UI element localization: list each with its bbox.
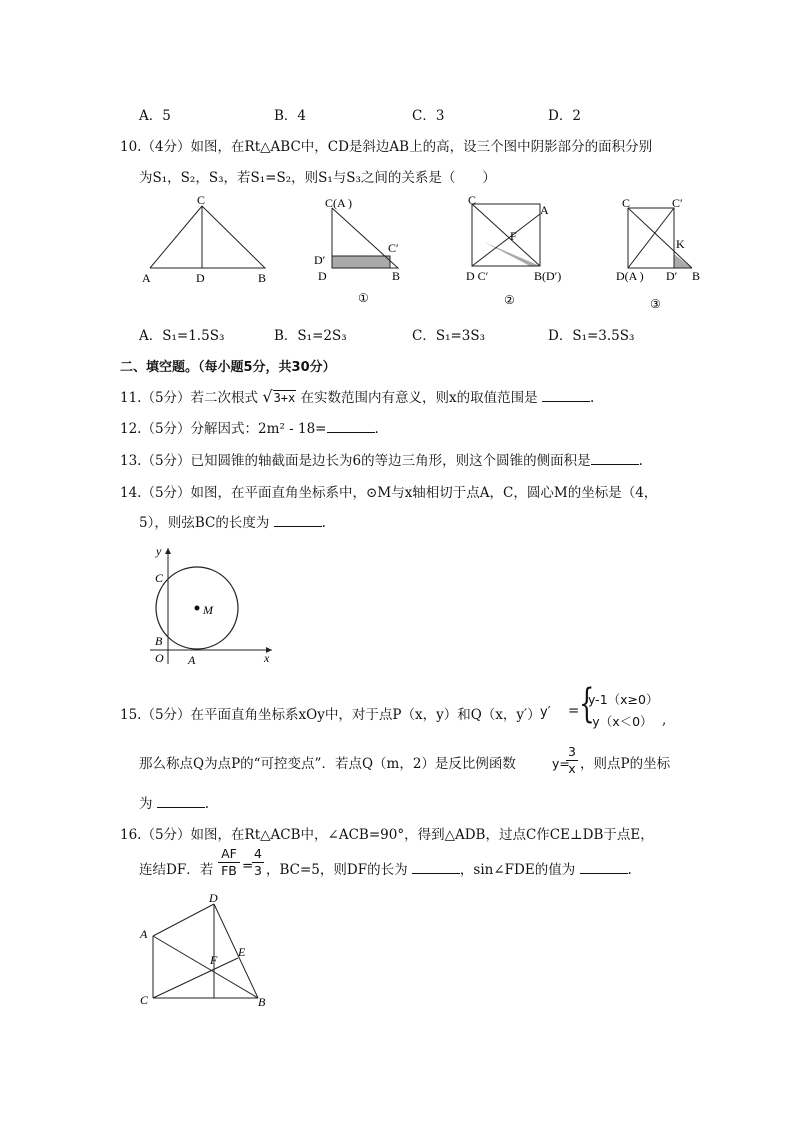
- q14-line1: 14.（5分）如图，在平面直角坐标系中，⊙M与x轴相切于点A，C，圆心M的坐标是（4，: [120, 485, 658, 501]
- q12-end: .: [374, 421, 379, 437]
- q13: [120, 449, 643, 469]
- q11-end: .: [589, 390, 595, 406]
- q16-val-num: 4: [252, 846, 264, 863]
- q9-option-b: B．4: [274, 108, 307, 124]
- svg-text:F: F: [210, 953, 218, 967]
- q14-answer-blank[interactable]: [274, 514, 322, 527]
- svg-text:B: B: [155, 634, 163, 648]
- q10-figure-2: [466, 193, 561, 307]
- svg-text:C(A ): C(A ): [325, 196, 352, 210]
- q11-radicand: 3+x: [273, 391, 296, 405]
- q16-val-den: 3: [254, 863, 262, 878]
- q16-answer-blank-1[interactable]: [412, 861, 460, 874]
- svg-text:A: A: [540, 203, 549, 217]
- svg-text:B: B: [692, 269, 701, 283]
- q10-option-c: C．S₁=3S₃: [412, 328, 486, 344]
- q12: [120, 417, 379, 437]
- svg-text:B: B: [258, 995, 266, 1009]
- section-title: 二、填空题。（每小题5分，共30分）: [120, 360, 336, 375]
- svg-text:C: C: [468, 193, 477, 207]
- q10-figure-3: [616, 196, 700, 311]
- q13-end: .: [638, 453, 643, 469]
- q16-frac: [218, 846, 240, 879]
- q15-func-den: x: [568, 761, 576, 776]
- svg-text:①: ①: [358, 291, 369, 305]
- q16-frac-num: AF: [218, 846, 240, 863]
- q15-yprime: y′: [540, 705, 551, 720]
- q15-case2: -y（x＜0）: [588, 714, 653, 729]
- svg-text:C: C: [197, 193, 206, 207]
- q15-comma: ,: [662, 712, 667, 728]
- q15-eq: =: [568, 703, 580, 719]
- q15-func-num: 3: [566, 744, 578, 761]
- q14-figure: [140, 542, 280, 672]
- svg-text:B: B: [258, 271, 267, 285]
- q16-val: [252, 846, 264, 879]
- q9-option-a: A．5: [139, 108, 171, 124]
- q16-eq: =: [242, 858, 254, 874]
- svg-text:B: B: [392, 269, 401, 283]
- q9-option-d: D．2: [548, 108, 581, 124]
- q16-line2-pre: 连结DF．若: [139, 862, 214, 878]
- q11: [120, 386, 594, 406]
- svg-text:C: C: [140, 993, 149, 1007]
- q14-line2-text: 5），则弦BC的长度为: [139, 515, 270, 531]
- q11-answer-blank[interactable]: [542, 389, 590, 402]
- q15-line2-post: ，则点P的坐标: [580, 756, 671, 772]
- svg-text:D: D: [318, 269, 327, 283]
- svg-text:D′: D′: [314, 253, 326, 267]
- svg-text:D: D: [196, 271, 205, 285]
- q16-end: .: [627, 862, 632, 878]
- svg-text:A: A: [140, 927, 148, 941]
- q9-option-c: C．3: [412, 108, 445, 124]
- q11-pre: 11.（5分）若二次根式: [120, 390, 259, 406]
- q16-bc: ，BC=5，则DF的长为: [266, 862, 408, 878]
- svg-text:F: F: [510, 229, 517, 243]
- q10-option-a: A．S₁=1.5S₃: [139, 328, 225, 344]
- sqrt-radical: √: [262, 387, 273, 406]
- q15-func-frac: [566, 744, 578, 777]
- q15-line1: 15.（5分）在平面直角坐标系xOy中，对于点P（x，y）和Q（x，y′）: [120, 707, 541, 723]
- q10-stem-line1: 10.（4分）如图，在Rt△ABC中，CD是斜边AB上的高，设三个图中阴影部分的面积分别: [120, 139, 653, 155]
- q15-line3-pre: 为: [139, 796, 153, 812]
- q15-func-y: y=: [552, 756, 570, 771]
- q10-figure-1: [314, 196, 400, 305]
- q13-text: 13.（5分）已知圆锥的轴截面是边长为6的等边三角形，则这个圆锥的侧面积是: [120, 453, 591, 469]
- svg-text:C′: C′: [672, 196, 683, 210]
- q15-brace: {: [579, 681, 595, 727]
- svg-text:y: y: [156, 544, 162, 558]
- q10-figures: [130, 192, 730, 312]
- q16-answer-blank-2[interactable]: [580, 861, 628, 874]
- svg-text:B(D′): B(D′): [534, 269, 562, 283]
- svg-text:D: D: [209, 891, 218, 905]
- svg-text:x: x: [264, 651, 270, 665]
- q15-line3: [139, 792, 209, 812]
- q12-answer-blank[interactable]: [327, 420, 375, 433]
- svg-text:K: K: [676, 237, 685, 251]
- q16-line1: 16.（5分）如图，在Rt△ACB中，∠ACB=90°，得到△ADB，过点C作CE⊥DB于点E，: [120, 827, 654, 843]
- q11-post: 在实数范围内有意义，则x的取值范围是: [300, 390, 538, 406]
- q15-answer-blank[interactable]: [157, 795, 205, 808]
- q15-end: .: [204, 796, 210, 812]
- q15-case1: y-1（x≥0）: [588, 692, 659, 707]
- svg-text:A: A: [142, 271, 151, 285]
- q16-line2-rest: [266, 858, 632, 878]
- q14-line2: [139, 511, 326, 531]
- svg-text:A: A: [188, 653, 196, 667]
- svg-text:M: M: [203, 603, 213, 617]
- q12-text: 12.（5分）分解因式：2m² - 18=: [120, 421, 327, 437]
- svg-text:D′: D′: [666, 269, 678, 283]
- q10-option-d: D．S₁=3.5S₃: [548, 328, 635, 344]
- q14-end: .: [321, 515, 326, 531]
- svg-text:③: ③: [650, 297, 661, 311]
- q13-answer-blank[interactable]: [591, 452, 639, 465]
- svg-text:C: C: [155, 571, 164, 585]
- svg-text:D(A ): D(A ): [616, 269, 644, 283]
- q15-line2: [139, 752, 516, 772]
- q16-figure: [136, 890, 276, 1010]
- svg-text:②: ②: [504, 293, 515, 307]
- svg-text:C′: C′: [388, 241, 399, 255]
- svg-text:O: O: [155, 651, 164, 665]
- q10-main-triangle: [142, 193, 266, 285]
- q15-line2-pre: 那么称点Q为点P的“可控变点”．若点Q（m，2）是反比例函数: [139, 756, 516, 772]
- svg-text:D C′: D C′: [466, 269, 489, 283]
- svg-text:E: E: [238, 945, 246, 959]
- q16-mid: ，sin∠FDE的值为: [459, 862, 576, 878]
- q16-frac-den: FB: [221, 863, 237, 878]
- svg-text:C: C: [622, 196, 631, 210]
- q10-stem-line2: 为S₁，S₂，S₃，若S₁=S₂，则S₁与S₃之间的关系是（ ）: [139, 170, 496, 186]
- q10-option-b: B．S₁=2S₃: [274, 328, 347, 344]
